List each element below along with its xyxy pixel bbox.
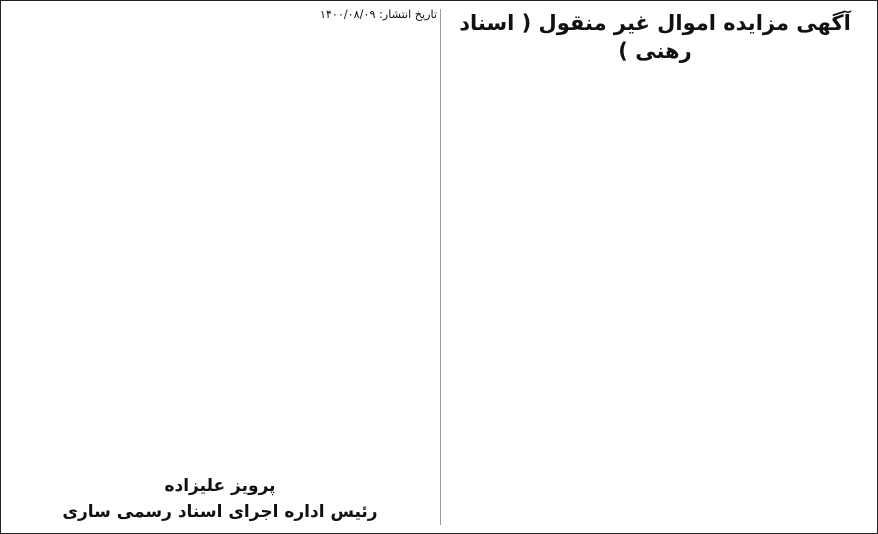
left-column — [9, 7, 437, 527]
signer-name: پرویز علیزاده — [164, 476, 276, 496]
column-divider — [440, 9, 441, 525]
notice-title: آگهی مزایده اموال غیر منقول ( اسناد رهنی ) — [459, 11, 851, 63]
publish-date: تاریخ انتشار: ۱۴۰۰/۰۸/۰۹ — [319, 8, 437, 21]
signer-title: رئیس اداره اجرای اسناد رسمی ساری — [62, 502, 378, 522]
right-column — [441, 7, 869, 527]
signature-block — [15, 473, 425, 525]
